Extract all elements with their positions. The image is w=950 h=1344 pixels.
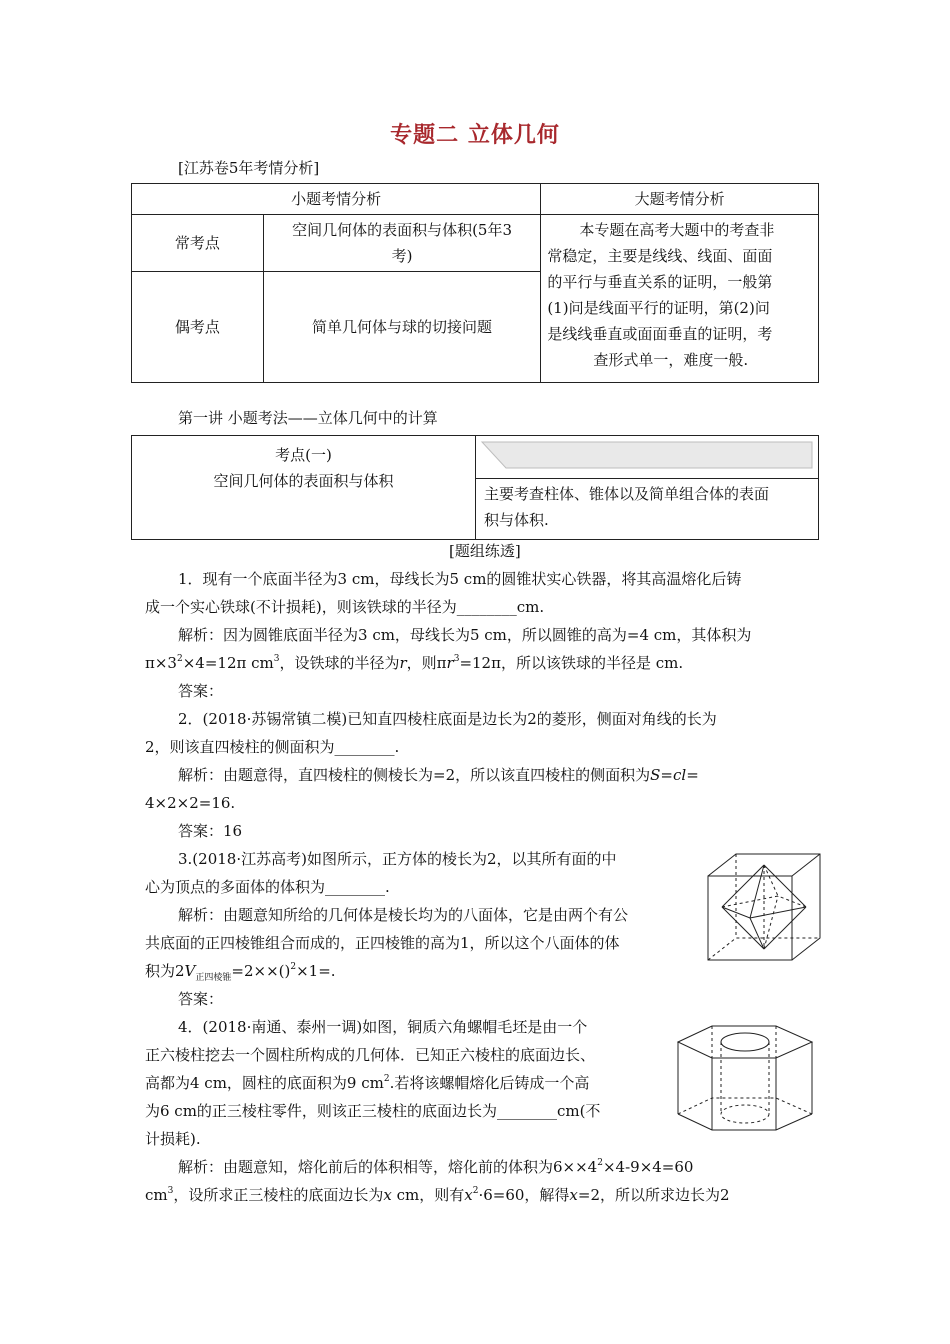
point-name: 空间几何体的表面积与体积 [213,472,394,490]
q1-solution-line1: 解析：因为圆锥底面半径为3 cm，母线长为5 cm，所以圆锥的高为=4 cm，其体积为 [178,626,752,644]
big-line: 的平行与垂直关系的证明，一般第 [547,273,773,291]
octahedron-edge [722,865,764,907]
q3-s3d: =2××() [231,962,291,980]
q4-l3b: 2 [383,1074,390,1084]
q4-s2h: ·6=60，解得 [478,1186,570,1204]
q4-s2j: =2，所以所求边长为2 [577,1186,730,1204]
big-line: 常稳定，主要是线线、线面、面面 [547,247,773,265]
header-big: 大题考情分析 [541,184,819,215]
octahedron-edge [722,907,764,949]
q1-s2a: π×3 [145,654,177,672]
q3-s3f: ×1=. [296,962,336,980]
q4-s2c: ，设所求正三棱柱的底面边长为 [173,1186,384,1204]
octahedron-edge [764,865,806,907]
q3-answer: 答案： [178,990,224,1008]
row-occasional-label: 偶考点 [132,272,264,383]
row-common-content [263,215,541,272]
cylinder-top [721,1033,769,1051]
q4-line1: 4．(2018·南通、泰州一调)如图，铜质六角螺帽毛坯是由一个 [178,1018,588,1036]
q1-answer: 答案： [178,682,224,700]
q3-line2: 心为顶点的多面体的体积为________. [145,878,390,896]
q3-s3c: 正四棱锥 [195,973,232,983]
hex-top-face [678,1026,812,1058]
row-common-label: 常考点 [132,215,264,272]
q3-solution-line2: 共底面的正四棱锥组合而成的，正四棱锥的高为1，所以这个八面体的体 [145,934,620,952]
octahedron-edge [750,865,764,918]
q4-s2b: 3 [167,1186,174,1196]
q1-s2j: =12π，所以该铁球的半径是 cm. [459,654,684,672]
q2-line2: 2，则该直四棱柱的侧面积为________. [145,738,400,756]
point-desc-line1: 主要考查柱体、锥体以及简单组合体的表面 [484,485,770,503]
q4-line5: 计损耗). [145,1130,201,1148]
big-line: 查形式单一，难度一般. [593,351,749,369]
q3-line1: 3.(2018·江苏高考)如图所示，正方体的棱长为2，以其所有面的中 [178,850,617,868]
page-title: 专题二 立体几何 [390,122,560,148]
q4-solution-line1 [178,1157,693,1177]
q2-s1c: = [660,766,673,784]
q1-s2e: ，设铁球的半径为 [279,654,400,672]
q2-answer: 答案：16 [178,822,243,840]
practice-label: [题组练透] [449,542,521,560]
q4-s2g: 2 [472,1186,479,1196]
banner-graphic [476,436,818,478]
q4-s1a: 解析：由题意知，熔化前后的体积相等，熔化前的体积为6××4 [178,1158,598,1176]
q4-s2a: cm [145,1186,168,1204]
row-common-line1: 空间几何体的表面积与体积(5年3 [292,221,513,239]
q1-solution-line2 [145,653,683,673]
point-desc [476,478,818,535]
header-small: 小题考情分析 [132,184,541,215]
q4-solution-line2 [145,1185,730,1205]
q1-line2: 成一个实心铁球(不计损耗)，则该铁球的半径为________cm. [145,598,545,616]
point-label: 考点(一) [275,446,332,464]
q4-l3c: .若将该螺帽熔化后铸成一个高 [389,1074,590,1092]
q2-solution-line1 [178,765,699,785]
hex-nut-figure [672,1018,822,1150]
q4-s2d: x [383,1186,392,1204]
exam-analysis-table [131,183,819,383]
q3-s3b: V [184,962,196,980]
q4-l3a: 高都为4 cm，圆柱的底面积为9 cm [145,1074,384,1092]
big-analysis-cell [541,215,819,383]
row-occasional-content: 简单几何体与球的切接问题 [263,272,541,383]
q1-s2i: 3 [453,654,460,664]
big-line: 本专题在高考大题中的考查非 [579,221,775,239]
q2-line1: 2．(2018·苏锡常镇二模)已知直四棱柱底面是边长为2的菱形，侧面对角线的长为 [178,710,717,728]
q2-s1b: S [650,766,661,784]
q2-s1a: 解析：由题意得，直四棱柱的侧棱长为=2，所以该直四棱柱的侧面积为 [178,766,651,784]
q4-line2: 正六棱柱挖去一个圆柱所构成的几何体．已知正六棱柱的底面边长、 [145,1046,596,1064]
analysis-label: [江苏卷5年考情分析] [178,159,320,177]
q3-s3e: 2 [290,962,297,972]
q4-s2e: cm，则有 [391,1186,465,1204]
cube-edge [792,854,820,876]
q2-solution-line2: 4×2×2=16. [145,794,236,812]
q3-s3a: 积为2 [145,962,185,980]
q3-solution-line1: 解析：由题意知所给的几何体是棱长均为的八面体，它是由两个有公 [178,906,629,924]
q1-s2d: 3 [273,654,280,664]
q1-s2g: ，则π [406,654,447,672]
q4-s1c: ×4-9×4=60 [602,1158,694,1176]
q4-s2f: x [464,1186,473,1204]
octahedron-edge [764,907,806,949]
hex-bottom-hidden [678,1098,812,1114]
q1-s2h: r [446,654,454,672]
point-desc-line2: 积与体积. [484,511,549,529]
q2-s1d: cl [672,766,687,784]
q4-s2i: x [569,1186,578,1204]
q1-s2c: ×4=12π cm [182,654,274,672]
q4-line3 [145,1073,589,1093]
banner-shape [482,442,812,468]
q4-line4: 为6 cm的正三棱柱零件，则该正三棱柱的底面边长为________cm(不 [145,1102,601,1120]
octahedron-edge [764,865,778,896]
octahedron-edge [764,896,778,949]
cube-octahedron-figure [700,848,830,968]
cylinder-bottom [721,1105,769,1123]
q4-s1b: 2 [597,1158,603,1168]
big-line: (1)问是线面平行的证明，第(2)问 [547,299,770,317]
exam-point-table [131,435,819,540]
row-common-line2: 考) [391,247,413,265]
octahedron-edge [750,918,764,949]
q1-line1: 1．现有一个底面半径为3 cm，母线长为5 cm的圆锥状实心铁器，将其高温熔化后铸 [178,570,742,588]
q1-s2b: 2 [176,654,183,664]
big-line: 是线线垂直或面面垂直的证明，考 [547,325,773,343]
point-desc-cell [476,436,819,540]
point-cell [132,436,476,540]
q2-s1e: = [686,766,699,784]
q3-solution-line3 [145,961,336,988]
hex-bottom-front [678,1114,812,1130]
lecture-title: 第一讲 小题考法——立体几何中的计算 [178,409,438,427]
q1-s2f: r [399,654,407,672]
